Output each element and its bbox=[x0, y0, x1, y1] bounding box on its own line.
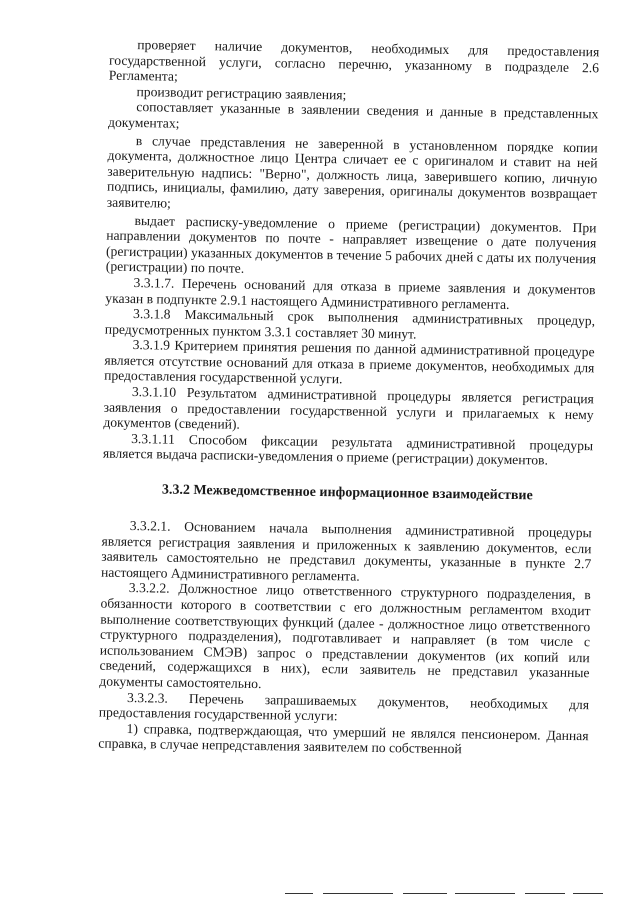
paragraph: 3.3.1.8 Максимальный срок выполнения административных процедур, предусмотренных пунктом 3.3.1 составляет 30 минут. bbox=[104, 306, 596, 342]
paragraph: 3.3.2.1. Основанием начала выполнения административной процедуры является регистрация заявления и приложенных к заявлению документов, если заявитель самостоятельно не представил документы, указанные в пункте 2.7 настоящего Административного регламента. bbox=[100, 518, 592, 584]
paragraph: 3.3.2.2. Должностное лицо ответственного структурного подразделения, в обязанности которого в соответствии с его должностным регламентом входит выполнение соответствующих функций (далее - должностное лицо ответственного структурного подразделения), подготавливает и направляет (в том числе с использованием СМЭВ) запрос о представлении документов (их копий или сведений, содержащихся в них), если заявитель не представил указанные документы самостоятельно. bbox=[99, 580, 591, 692]
paragraph: в случае представления не заверенной в установленном порядке копии документа, должностное лицо Центра сличает ее с оригиналом и ставит на ней заверительную надпись: "Верно", должность лица, заверившего копию, личную подпись, инициалы, фамилию, дату заверения, оригиналы документов возвращает заявителю; bbox=[106, 132, 598, 211]
paragraph: 3.3.1.7. Перечень оснований для отказа в приеме заявления и документов указан в подпункте 2.9.1 настоящего Административного регламента. bbox=[105, 274, 596, 312]
paragraph: 1) справка, подтверждающая, что умерший не являлся пенсионером. Данная справка, в случае непредставления заявителем по собственной bbox=[98, 720, 589, 757]
document-body bbox=[98, 37, 599, 760]
paragraph: 3.3.1.9 Критерием принятия решения по данной административной процедуре является отсутствие оснований для отказа в приеме документов, необходимых для предоставления государственной услуги. bbox=[104, 337, 595, 387]
footer-scan-lines bbox=[285, 893, 605, 896]
paragraph: производит регистрацию заявления; bbox=[136, 83, 347, 103]
section-heading: 3.3.2 Межведомственное информационное взаимодействие bbox=[161, 482, 533, 504]
paragraph: 3.3.1.11 Способом фиксации результата административной процедуры является выдача расписки-уведомления о приеме (регистрации) документов. bbox=[102, 430, 594, 469]
paragraph: 3.3.1.10 Результатом административной процедуры является регистрация заявления о предоставлении государственной услуги и прилагаемых к нему документов (сведений). bbox=[103, 384, 594, 432]
paragraph: сопоставляет указанные в заявлении сведения и данные в представленных документах; bbox=[108, 99, 599, 131]
paragraph: 3.3.2.3. Перечень запрашиваемых документов, необходимых для предоставления государственной услуги: bbox=[98, 689, 590, 724]
paragraph: выдает расписку-уведомление о приеме (регистрации) документов. При направлении документов по почте - направляет извещение о дате получения (регистрации) указанных документов в течение 5 рабочих дней с даты их получения (регистрации) по почте. bbox=[105, 212, 597, 277]
paragraph: проверяет наличие документов, необходимых для предоставления государственной услуги, согласно перечню, указанному в подразделе 2.6 Регламента; bbox=[108, 37, 600, 84]
